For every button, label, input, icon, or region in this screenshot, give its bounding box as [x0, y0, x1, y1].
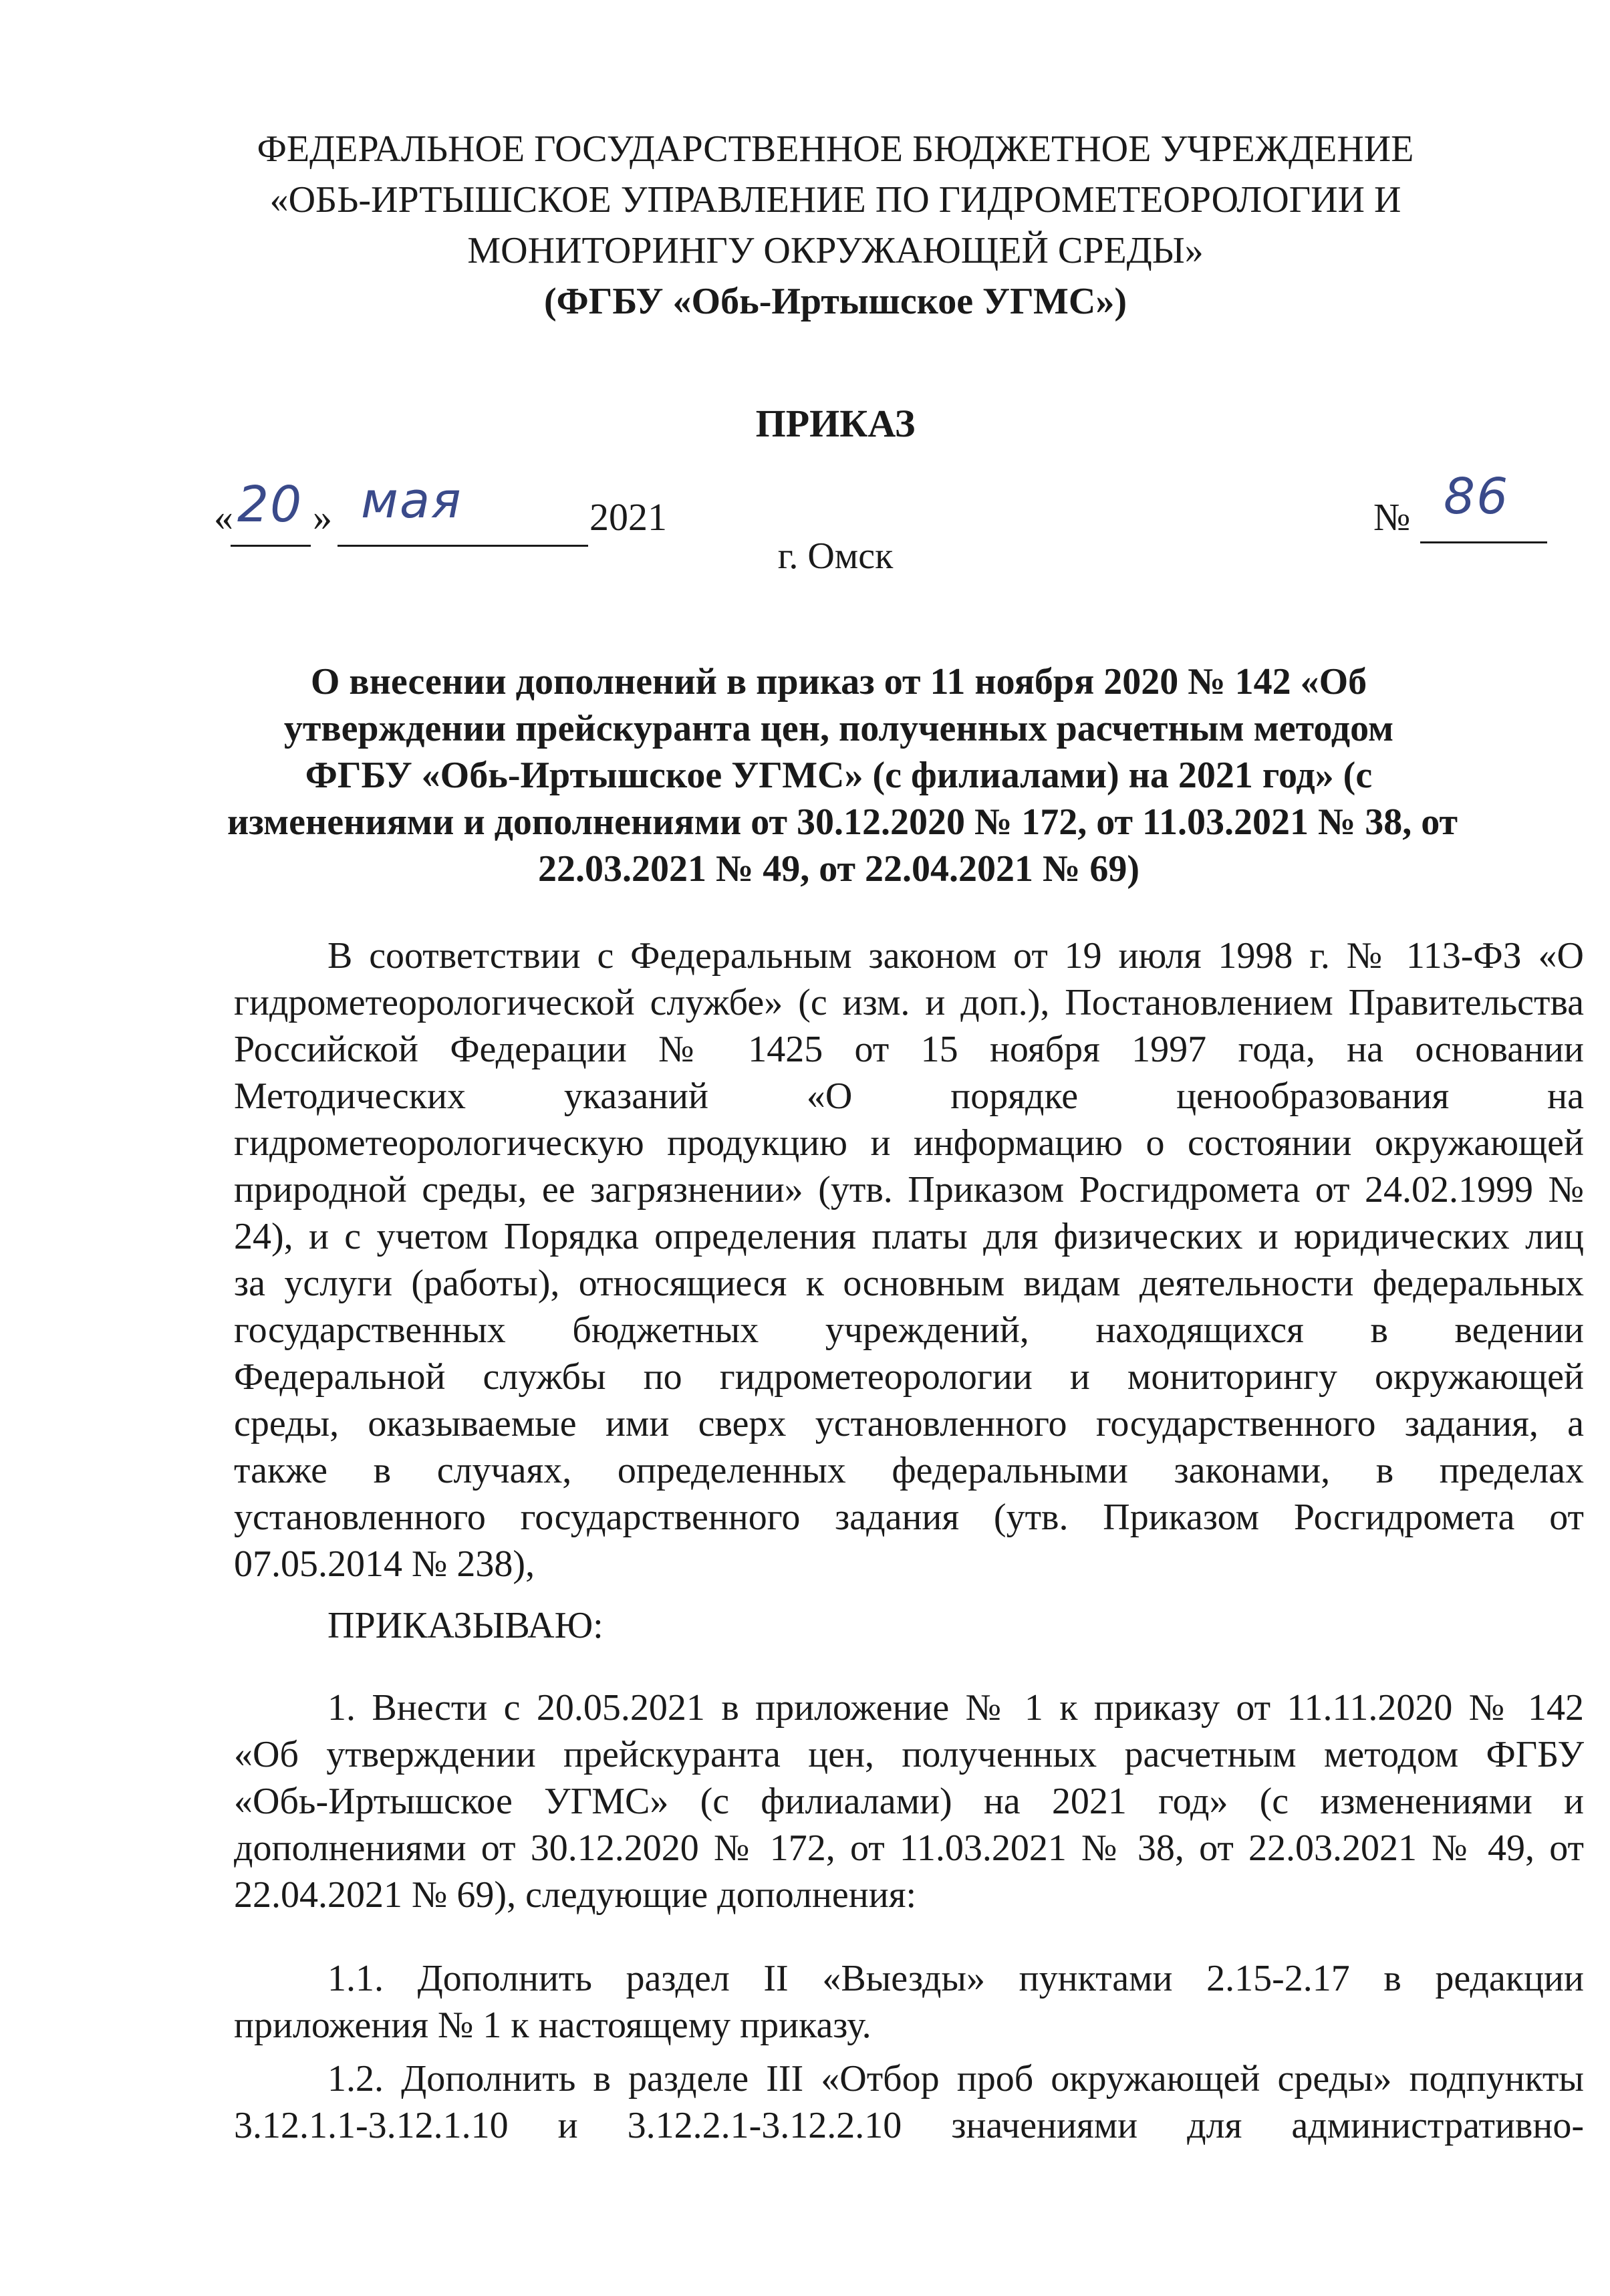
order-subject	[227, 658, 1458, 892]
preamble-line: Российской Федерации № 1425 от 15 ноября 1997 года, на основании	[234, 1029, 1584, 1070]
item-1-1-paragraph	[234, 1955, 1584, 2049]
header-line-3: МОНИТОРИНГУ ОКРУЖАЮЩЕЙ СРЕДЫ»	[467, 230, 1204, 271]
date-open-quote: «	[214, 495, 233, 539]
date-day-handwritten: 20	[237, 476, 303, 533]
header-line-1: ФЕДЕРАЛЬНОЕ ГОСУДАРСТВЕННОЕ БЮДЖЕТНОЕ УЧРЕЖДЕНИЕ	[257, 128, 1414, 170]
preamble-line: гидрометеорологическую продукцию и информацию о состоянии окружающей	[234, 1122, 1584, 1164]
item-1-line: 1. Внести с 20.05.2021 в приложение № 1 к приказу от 11.11.2020 № 142	[327, 1687, 1584, 1729]
order-title: ПРИКАЗ	[755, 402, 916, 445]
item-1-2-paragraph	[234, 2055, 1584, 2149]
item-1-1-line: 1.1. Дополнить раздел II «Выезды» пунктами 2.15-2.17 в редакции	[327, 1958, 1584, 1999]
header-line-4: (ФГБУ «Обь-Иртышское УГМС»)	[544, 281, 1127, 322]
preamble-line: природной среды, ее загрязнении» (утв. Приказом Росгидромета от 24.02.1999 №	[234, 1169, 1584, 1210]
order-word: ПРИКАЗЫВАЮ:	[327, 1605, 603, 1646]
preamble-line: Федеральной службы по гидрометеорологии и мониторингу окружающей	[234, 1356, 1584, 1398]
subject-line: изменениями и дополнениями от 30.12.2020 № 172, от 11.03.2021 № 38, от	[227, 801, 1458, 843]
number-label: №	[1373, 495, 1411, 539]
item-1-1-line: приложения № 1 к настоящему приказу.	[234, 2005, 871, 2046]
preamble-line: 24), и с учетом Порядка определения платы для физических и юридических лиц	[234, 1216, 1584, 1257]
preamble-line: за услуги (работы), относящиеся к основным видам деятельности федеральных	[234, 1263, 1584, 1304]
number-handwritten: 86	[1444, 468, 1510, 525]
preamble-line: среды, оказываемые ими сверх установленного государственного задания, а	[234, 1403, 1584, 1444]
organization-header	[200, 124, 1470, 327]
preamble-line: установленного государственного задания (утв. Приказом Росгидромета от	[234, 1497, 1584, 1538]
item-1-line: 22.04.2021 № 69), следующие дополнения:	[234, 1874, 917, 1916]
item-1-line: «Об утверждении прейскуранта цен, полученных расчетным методом ФГБУ	[234, 1734, 1584, 1775]
item-1-line: дополнениями от 30.12.2020 № 172, от 11.03.2021 № 38, от 22.03.2021 № 49, от	[234, 1827, 1584, 1869]
date-year: 2021	[589, 495, 667, 539]
item-1-2-line: 1.2. Дополнить в разделе III «Отбор проб окружающей среды» подпункты	[327, 2058, 1584, 2099]
preamble-line: Методических указаний «О порядке ценообразования на	[234, 1075, 1584, 1117]
preamble-line: В соответствии с Федеральным законом от 19 июля 1998 г. № 113-ФЗ «О	[327, 935, 1584, 977]
preamble-line: гидрометеорологической службе» (с изм. и доп.), Постановлением Правительства	[234, 982, 1584, 1023]
subject-line: утверждении прейскуранта цен, полученных расчетным методом	[283, 708, 1394, 749]
item-1-line: «Обь-Иртышское УГМС» (с филиалами) на 2021 год» (с изменениями и	[234, 1781, 1584, 1822]
item-1-2-line: 3.12.1.1-3.12.1.10 и 3.12.2.1-3.12.2.10 значениями для административно-	[234, 2105, 1584, 2146]
header-line-2: «ОБЬ-ИРТЫШСКОЕ УПРАВЛЕНИЕ ПО ГИДРОМЕТЕОРОЛОГИИ И	[269, 179, 1401, 221]
subject-line: ФГБУ «Обь-Иртышское УГМС» (с филиалами) на 2021 год» (с	[305, 755, 1373, 796]
preamble-line: также в случаях, определенных федеральными законами, в пределах	[234, 1450, 1584, 1491]
preamble-line: государственных бюджетных учреждений, находящихся в ведении	[234, 1309, 1584, 1351]
date-close-quote: »	[313, 495, 332, 539]
preamble-paragraph	[234, 932, 1584, 1587]
preamble-line: 07.05.2014 № 238),	[234, 1543, 535, 1585]
date-month-handwritten: мая	[361, 472, 462, 529]
subject-line: 22.03.2021 № 49, от 22.04.2021 № 69)	[538, 848, 1139, 890]
city: г. Омск	[777, 535, 894, 577]
subject-line: О внесении дополнений в приказ от 11 ноября 2020 № 142 «Об	[310, 661, 1367, 703]
item-1-paragraph	[234, 1684, 1584, 1918]
